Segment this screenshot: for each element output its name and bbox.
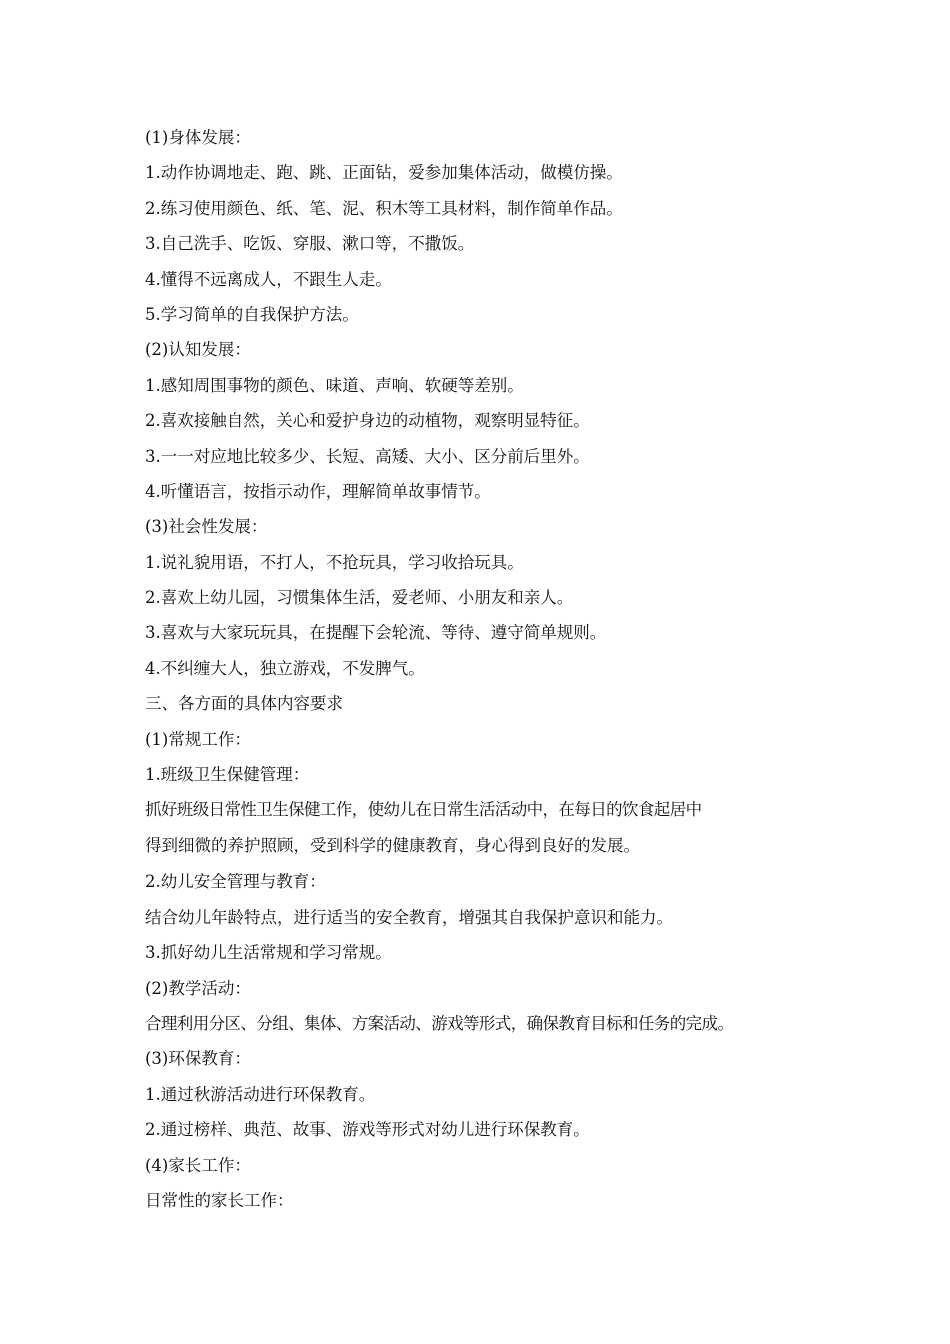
paragraph-line: 合理利用分区、分组、集体、方案活动、游戏等形式，确保教育目标和任务的完成。 (145, 1013, 734, 1033)
list-item: 1.班级卫生保健管理： (145, 765, 310, 785)
list-item: 2.喜欢上幼儿园，习惯集体生活，爱老师、小朋友和亲人。 (145, 588, 574, 608)
list-item: 1.通过秋游活动进行环保教育。 (145, 1084, 376, 1104)
list-item: 3.抓好幼儿生活常规和学习常规。 (145, 943, 392, 963)
list-item: 2.练习使用颜色、纸、笔、泥、积木等工具材料，制作简单作品。 (145, 198, 623, 218)
section-heading-specific-requirements: 三、各方面的具体内容要求 (145, 694, 343, 714)
heading-teaching-activities: (2)教学活动： (145, 978, 251, 998)
list-item: 2.幼儿安全管理与教育： (145, 872, 326, 892)
list-item: 3.自己洗手、吃饭、穿服、漱口等，不撒饭。 (145, 234, 475, 254)
list-item: 4.懂得不远离成人，不跟生人走。 (145, 269, 392, 289)
paragraph-line: 抓好班级日常性卫生保健工作，使幼儿在日常生活活动中，在每日的饮食起居中 (145, 800, 702, 820)
heading-parent-work: (4)家长工作： (145, 1155, 251, 1175)
list-item: 1.动作协调地走、跑、跳、正面钻，爱参加集体活动，做模仿操。 (145, 163, 623, 183)
list-item: 5.学习简单的自我保护方法。 (145, 304, 359, 324)
paragraph-line: 日常性的家长工作： (145, 1190, 294, 1210)
heading-environmental-education: (3)环保教育： (145, 1049, 251, 1069)
list-item: 3.喜欢与大家玩玩具，在提醒下会轮流、等待、遵守简单规则。 (145, 623, 607, 643)
list-item: 3.一一对应地比较多少、长短、高矮、大小、区分前后里外。 (145, 446, 590, 466)
heading-routine-work: (1)常规工作： (145, 729, 251, 749)
list-item: 1.说礼貌用语，不打人，不抢玩具，学习收拾玩具。 (145, 552, 524, 572)
paragraph-line: 结合幼儿年龄特点，进行适当的安全教育，增强其自我保护意识和能力。 (145, 907, 673, 927)
list-item: 1.感知周围事物的颜色、味道、声响、软硬等差别。 (145, 375, 524, 395)
paragraph-line: 得到细微的养护照顾，受到科学的健康教育，身心得到良好的发展。 (145, 836, 640, 856)
heading-physical-development: (1)身体发展： (145, 128, 251, 147)
list-item: 2.通过榜样、典范、故事、游戏等形式对幼儿进行环保教育。 (145, 1120, 590, 1140)
heading-social-development: (3)社会性发展： (145, 517, 268, 537)
list-item: 4.听懂语言，按指示动作，理解简单故事情节。 (145, 481, 491, 501)
document-body (145, 120, 810, 1218)
list-item: 2.喜欢接触自然，关心和爱护身边的动植物，观察明显特征。 (145, 411, 590, 431)
list-item: 4.不纠缠大人，独立游戏，不发脾气。 (145, 658, 425, 678)
heading-cognitive-development: (2)认知发展： (145, 340, 251, 360)
